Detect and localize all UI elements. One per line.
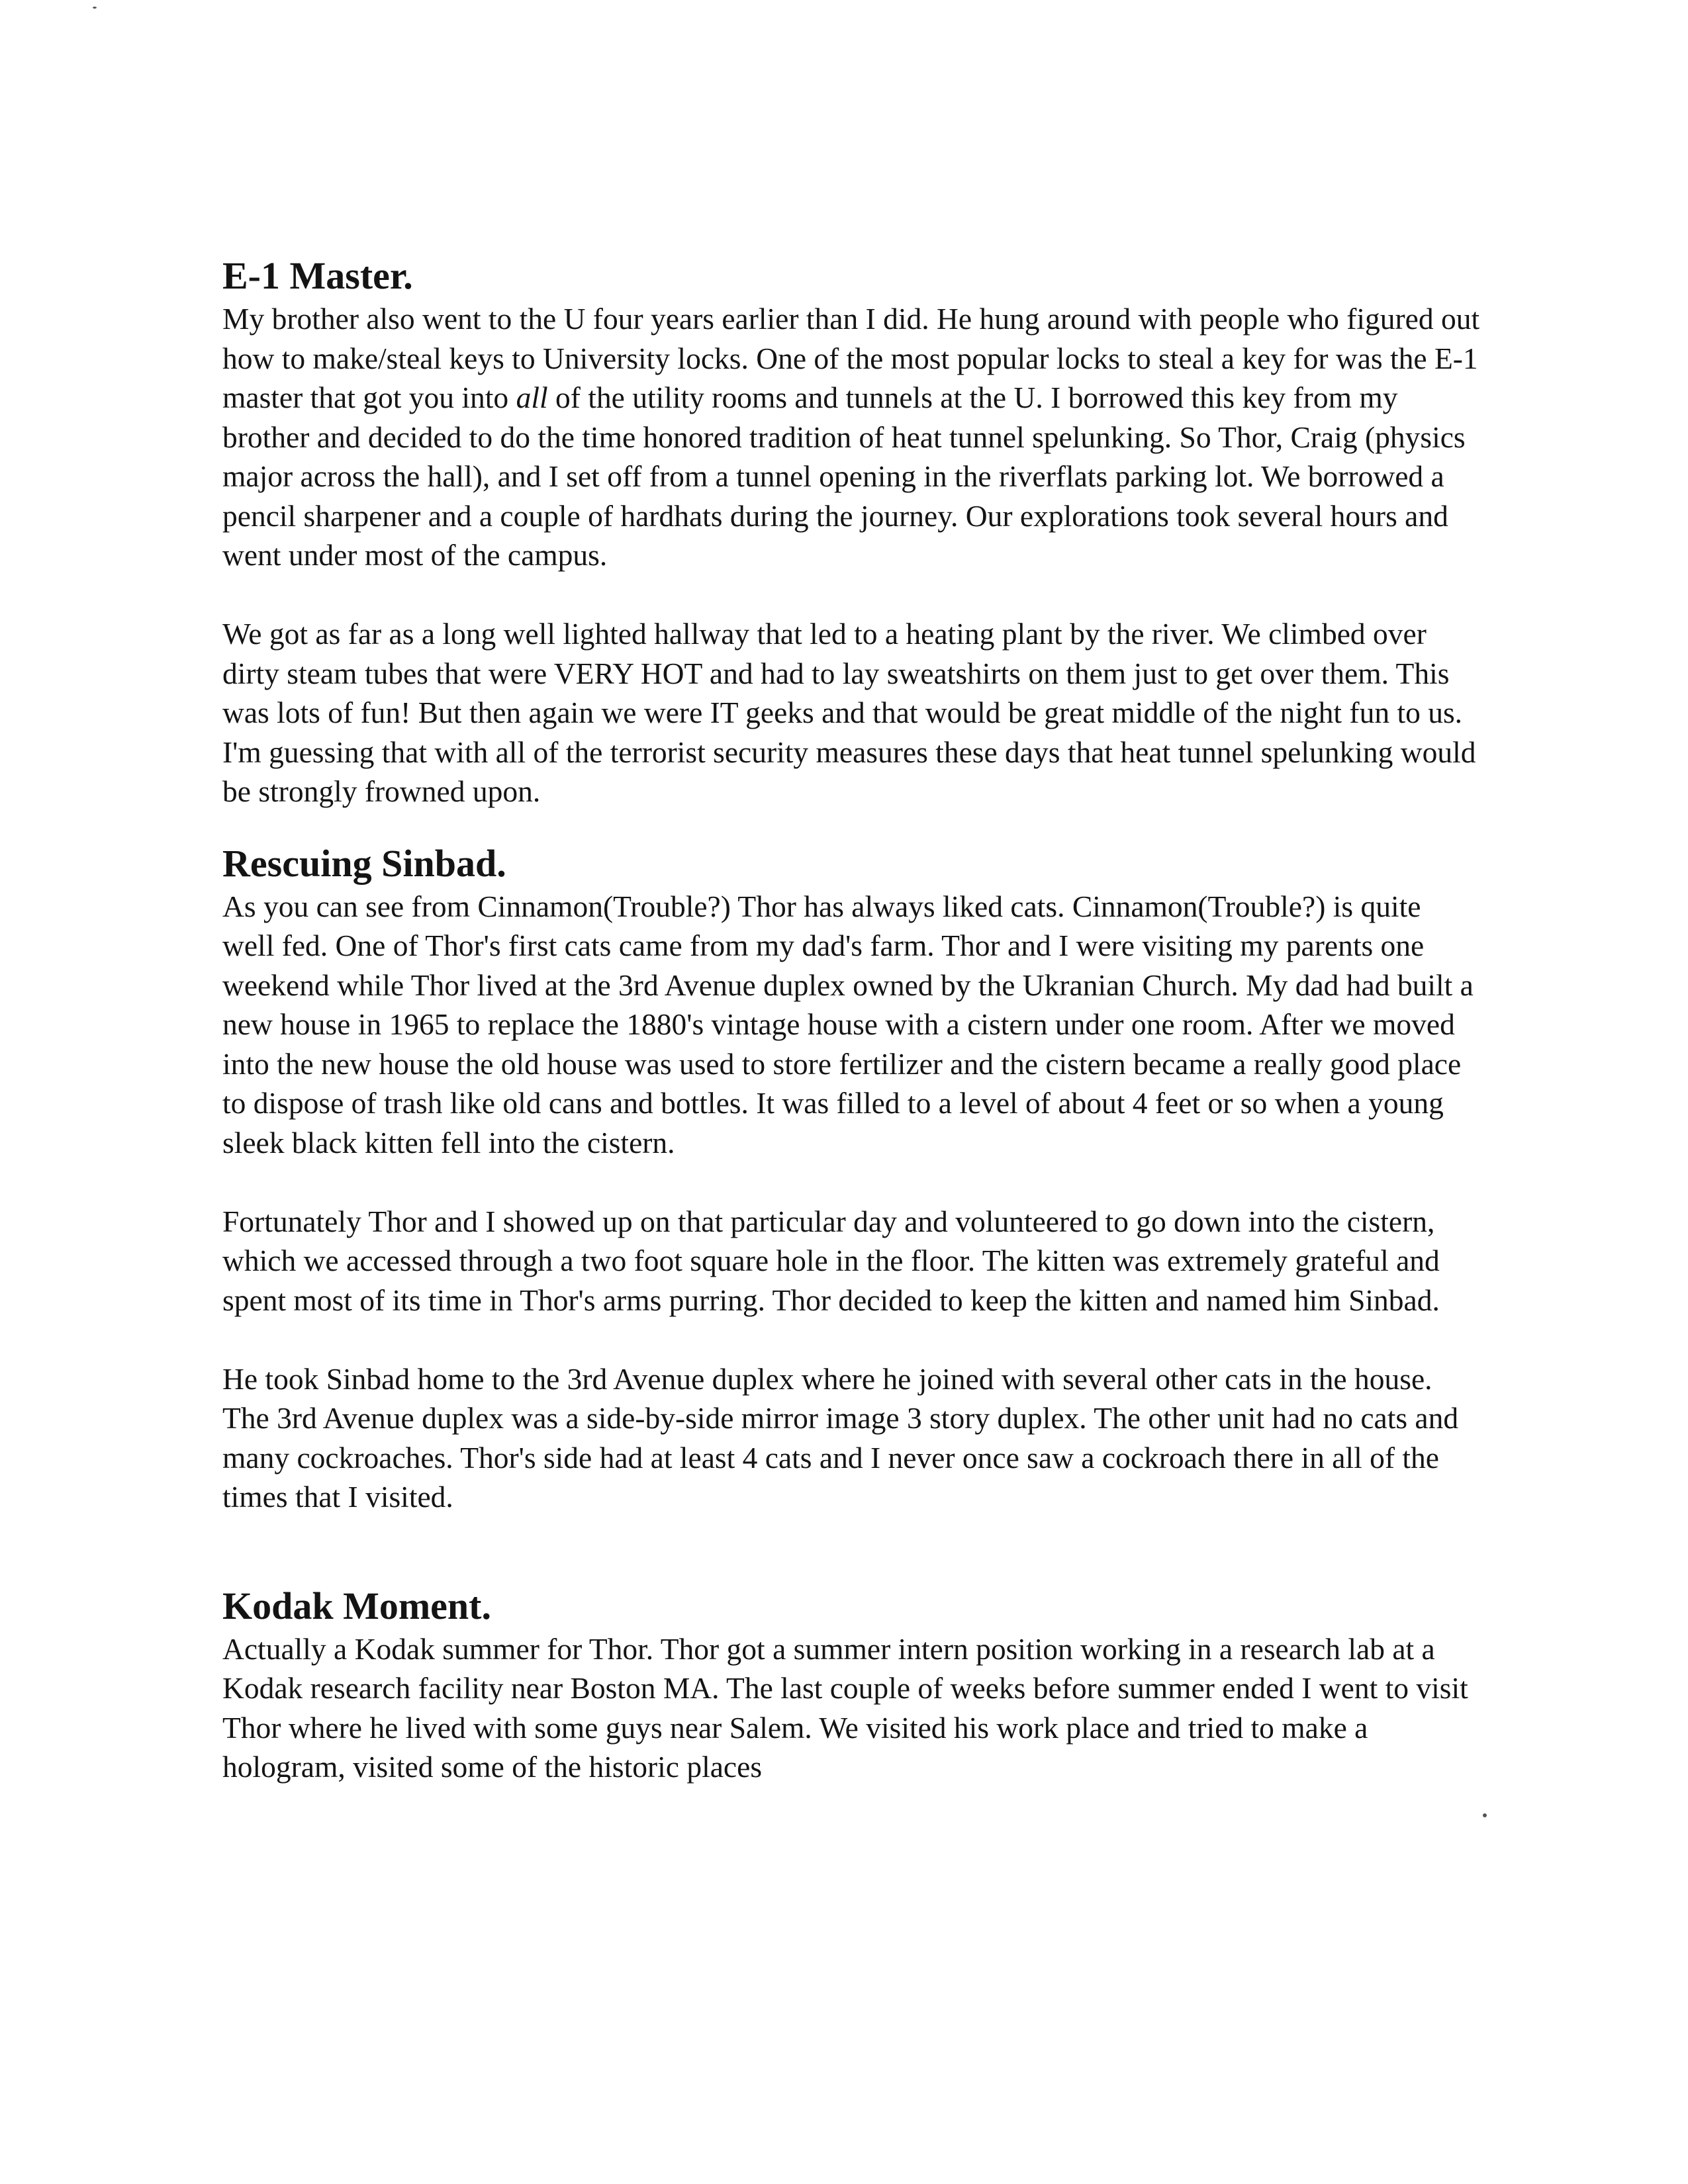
scan-speck: [93, 7, 97, 9]
paragraph: Fortunately Thor and I showed up on that particular day and volunteered to go down into the cistern, which we accessed through a two foot square hole in the floor. The kitten was extremely grateful and spent most of its time in Thor's arms purring. Thor decided to keep the kitten and named him Sinbad.: [222, 1204, 1440, 1317]
document-body: [222, 253, 1480, 1787]
section-title-rescuing-sinbad: Rescuing Sinbad.: [222, 841, 506, 885]
paragraph: We got as far as a long well lighted hallway that led to a heating plant by the river. We climbed over dirty steam tubes that were VERY HOT and had to lay sweatshirts on them just to get over them. This was lots of fun! But then again we were IT geeks and that would be great middle of the night fun to us. I'm guessing that with all of the terrorist security measures these days that heat tunnel spelunking would be strongly frowned upon.: [222, 617, 1476, 808]
paragraph: As you can see from Cinnamon(Trouble?) Thor has always liked cats. Cinnamon(Trouble?) is quite well fed. One of Thor's first cats came from my dad's farm. Thor and I were visiting my parents one weekend while Thor lived at the 3rd Avenue duplex owned by the Ukranian Church. My dad had built a new house in 1965 to replace the 1880's vintage house with a cistern under one room. After we moved into the new house the old house was used to store fertilizer and the cistern became a really good place to dispose of trash like old cans and bottles. It was filled to a level of about 4 feet or so when a young sleek black kitten fell into the cistern.: [222, 889, 1474, 1160]
paragraph: [222, 299, 1480, 575]
section-spacer: [222, 811, 1480, 841]
paragraph: Actually a Kodak summer for Thor. Thor got a summer intern position working in a research lab at a Kodak research facility near Boston MA. The last couple of weeks before summer ended I went to visit Thor where he lived with some guys near Salem. We visited his work place and tried to make a hologram, visited some of the historic places: [222, 1631, 1468, 1784]
paragraph: He took Sinbad home to the 3rd Avenue duplex where he joined with several other cats in the house. The 3rd Avenue duplex was a side-by-side mirror image 3 story duplex. The other unit had no cats and many cockroaches. Thor's side had at least 4 cats and I never once saw a cockroach there in all of the times that I visited.: [222, 1361, 1459, 1514]
section-spacer: [222, 1517, 1480, 1583]
section-title-kodak-moment: Kodak Moment.: [222, 1584, 491, 1627]
text-run: My brother also went to the U four years earlier than I did. He hung around with people who figured out how to make/steal keys to University locks. One of the most popular locks to steal a key for was the E-1 master that got you into: [222, 302, 1480, 414]
scan-speck: [1483, 1813, 1487, 1817]
section-title-e1-master: E-1 Master.: [222, 254, 413, 297]
text-run: of the utility rooms and tunnels at the U. I borrowed this key from my brother and decided to do the time honored tradition of heat tunnel spelunking. So Thor, Craig (physics major across the hall), and I set off from a tunnel opening in the riverflats parking lot. We borrowed a pencil sharpener and a couple of hardhats during the journey. Our explorations took several hours and went under most of the campus.: [222, 381, 1466, 572]
emphasis-text: all: [516, 381, 548, 414]
